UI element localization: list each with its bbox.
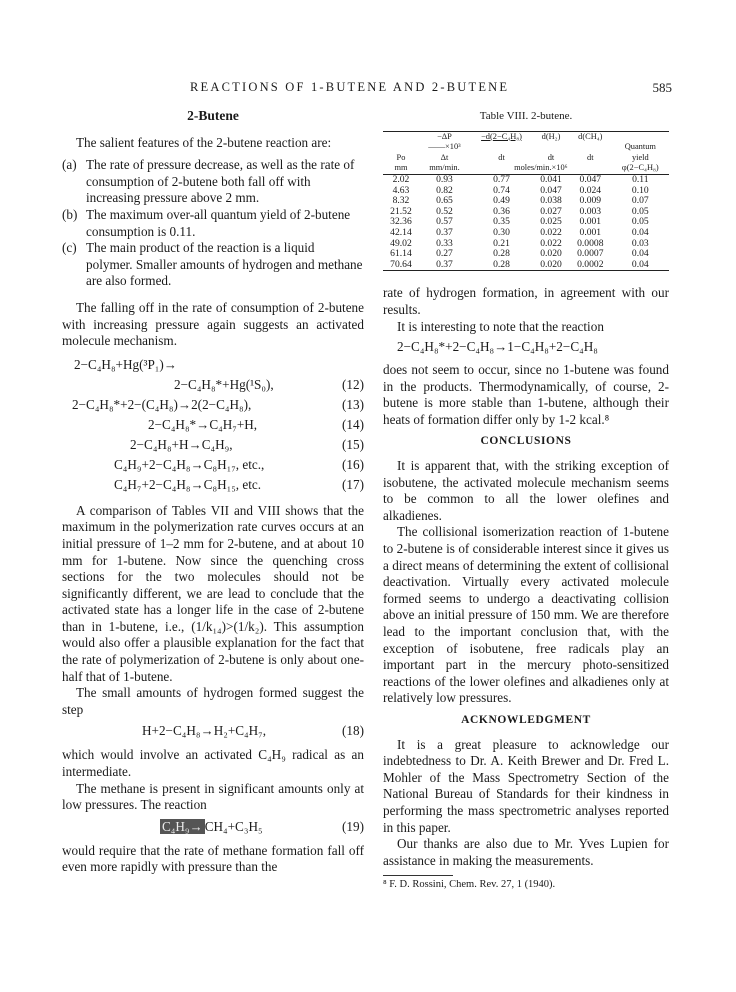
feature-item-c (62, 240, 364, 290)
table-row: 21.52 0.52 0.36 0.027 0.003 0.05 (390, 205, 649, 217)
section-title: 2-Butene (187, 108, 239, 123)
table-header (470, 142, 533, 153)
paragraph-continued: would require that the rate of methane formation fall off even more rapidly with pressure than the (62, 842, 364, 875)
item-label: (c) (62, 240, 77, 256)
equation-text: 2−C₄H₈+H→C₄H₉, (130, 436, 233, 452)
table-header: dt (587, 152, 594, 162)
equation-number: (15) (342, 436, 364, 452)
table-header: mm (394, 163, 408, 173)
left-column (62, 108, 364, 876)
conclusions-heading: CONCLUSIONS (480, 435, 572, 448)
right-column (383, 108, 669, 891)
page-header (0, 80, 736, 100)
table-header: moles/min.×10⁶ (514, 163, 568, 173)
equation-number: (12) (342, 376, 364, 392)
table-header: Po (396, 152, 406, 162)
equation-16 (62, 457, 364, 476)
table-row: 49.02 0.33 0.21 0.022 0.0008 0.03 (390, 237, 649, 249)
equation-17 (62, 477, 364, 496)
equation-number: (14) (342, 416, 364, 432)
paragraph-interesting: It is interesting to note that the reaction (397, 318, 604, 334)
data-table (383, 131, 669, 272)
item-label: (b) (62, 206, 78, 222)
table-header: −ΔP (437, 131, 452, 141)
table-header (612, 131, 669, 142)
table-header: mm/min. (429, 163, 460, 173)
table-row: 8.32 0.65 0.49 0.038 0.009 0.07 (392, 195, 649, 207)
page-number: 585 (652, 80, 672, 95)
paragraph-methane: The methane is present in significant amounts only at low pressures. The reaction (62, 780, 364, 813)
equation-number: (13) (342, 396, 364, 412)
equation-15 (62, 437, 364, 456)
table-row: 32.36 0.57 0.35 0.025 0.001 0.05 (390, 216, 649, 228)
paragraph-conclusion-2: The collisional isomerization reaction of 1-butene to 2-butene is of considerable interest since it gives us a direct means of determining the extent of collisional deactivation. Virtually every activated molecule formed seems to undergo a deactivating collision above an initial pressure of 150 mm. We are therefore lead to the important conclusion that, with the exception of isobutene, free radicals play an important part in the mercury photo-sensitized reactions of the lower olefines and alkadienes only at relatively low pressures. (383, 524, 669, 706)
equation-text (160, 819, 263, 836)
equation-text-rest: CH₄+C₃H₅ (204, 818, 263, 834)
equation-text: 2−C₄H₈*+2−C₄H₈→1−C₄H₈+2−C₄H₈ (397, 339, 598, 355)
paragraph-hydrogen-rate: rate of hydrogen formation, in agreement with our results. (383, 285, 669, 317)
table-row: 4.63 0.82 0.74 0.047 0.024 0.10 (392, 184, 649, 196)
running-title: REACTIONS OF 1-BUTENE AND 2-BUTENE (190, 80, 510, 94)
table-title: Table VIII. 2-butene. (479, 110, 573, 122)
footnote: ⁸ F. D. Rossini, Chem. Rev. 27, 1 (1940). (383, 875, 453, 891)
equation-text: 2−C₄H₈+Hg(³P₁)→ (74, 356, 177, 372)
equation-number: (16) (342, 456, 364, 472)
item-text: The maximum over-all quantum yield of 2-butene consumption is 0.11. (86, 206, 351, 239)
table-header: yield (631, 152, 649, 162)
table-header: φ(2−C₄H₈) (621, 163, 659, 173)
paragraph-mechanism: The falling off in the rate of consumption of 2-butene with increasing pressure again suggests an activated molecule mechanism. (62, 299, 364, 349)
struck-text: C₄H₉→ (162, 818, 203, 834)
equation-number: (17) (342, 476, 364, 492)
table-header: −d(2−C₄H₈) (481, 131, 522, 141)
table-header: d(H₂) (541, 131, 561, 141)
table-header (569, 142, 612, 153)
table-header (383, 131, 419, 142)
equation-12a (62, 357, 364, 376)
equation-19 (62, 819, 364, 838)
equation-text: 2−C₄H₈*+Hg(¹S₀), (174, 376, 274, 392)
paragraph-thermo: does not seem to occur, since no 1-butene was found in the products. Thermodynamically, of course, 2-butene is more stable than 1-butene, although their heats of formation differ only by 1-2 kcal.⁸ (383, 362, 669, 427)
equation-text: C₄H₉+2−C₄H₈→C₈H₁₇, etc., (114, 456, 265, 472)
paragraph-comparison: A comparison of Tables VII and VIII shows that the maximum in the polymerization rate curves occurs at an initial pressure of 1–2 mm for 2-butene, and at about 10 mm for 1-butene. Now since the quenching cross sections for the two molecules should not be significantly different, we are lead to conclude that the activated state has a longer life in the case of 2-butene than in 1-butene, i.e., (1/k₁₄)>(1/k₂). This assumption would also offer a plausible explanation for the fact that the rate of polymerization of 2-butene is only about one-half that of 1-butene. (62, 502, 364, 684)
table-header: dt (547, 152, 555, 162)
acknowledgment-heading: ACKNOWLEDGMENT (461, 713, 591, 726)
paragraph-intermediate: which would involve an activated C₄H₉ radical as an intermediate. (62, 747, 364, 780)
item-label: (a) (62, 157, 77, 173)
table-header (383, 142, 419, 153)
equation-number: (19) (342, 818, 364, 834)
feature-item-b (62, 207, 364, 240)
table-row: 2.02 0.93 0.77 0.041 0.047 0.11 (392, 173, 649, 185)
paragraph-hydrogen: The small amounts of hydrogen formed suggest the step (62, 685, 364, 717)
equation-12 (62, 377, 364, 396)
intro-paragraph: The salient features of the 2-butene reaction are: (76, 134, 332, 150)
table-header: ——×10³ (428, 142, 461, 152)
equation-18 (62, 723, 364, 742)
table-header (533, 142, 569, 153)
table-header: dt (498, 152, 505, 162)
equation-14 (62, 417, 364, 436)
table-row: 42.14 0.37 0.30 0.022 0.001 0.04 (390, 226, 649, 238)
equation-text: 2−C₄H₈*+2−(C₄H₈)→2(2−C₄H₈), (72, 396, 252, 412)
feature-item-a (62, 157, 364, 207)
table-header: Δt (440, 152, 449, 162)
equation-text: 2−C₄H₈*→C₄H₇+H, (148, 416, 258, 432)
equation-text: H+2−C₄H₈→H₂+C₄H₇, (142, 723, 267, 739)
equation-text: C₄H₇+2−C₄H₈→C₈H₁₅, etc. (114, 476, 262, 492)
table-header: d(CH₄) (578, 131, 603, 141)
paragraph-conclusion-1: It is apparent that, with the striking exception of isobutene, the activated molecule mechanism seems to be common to all the lower olefines and alkadienes. (383, 458, 669, 523)
paragraph-acknowledgment-2: Our thanks are also due to Mr. Yves Lupien for assistance in making the measurements. (383, 836, 669, 868)
paragraph-acknowledgment-1: It is a great pleasure to acknowledge our indebtedness to Dr. A. Keith Brewer and Dr. Fred L. Mohler of the Mass Spectrometry Section of the National Bureau of Standards for their kindness in performing the mass spectrometric analyses reported in this paper. (383, 736, 669, 835)
table-row: 61.14 0.27 0.28 0.020 0.0007 0.04 (390, 248, 649, 260)
equation-isomerization (383, 339, 669, 358)
table-header: Quantum (624, 142, 656, 152)
equation-13 (62, 397, 364, 416)
equation-number: (18) (342, 723, 364, 739)
item-text: The rate of pressure decrease, as well as the rate of consumption of 2-butene both fall off with increasing pressure above 2 mm. (86, 157, 355, 206)
item-text: The main product of the reaction is a liquid polymer. Smaller amounts of hydrogen and methane are also formed. (86, 240, 363, 289)
table-row: 70.64 0.37 0.28 0.020 0.0002 0.04 (383, 260, 669, 271)
